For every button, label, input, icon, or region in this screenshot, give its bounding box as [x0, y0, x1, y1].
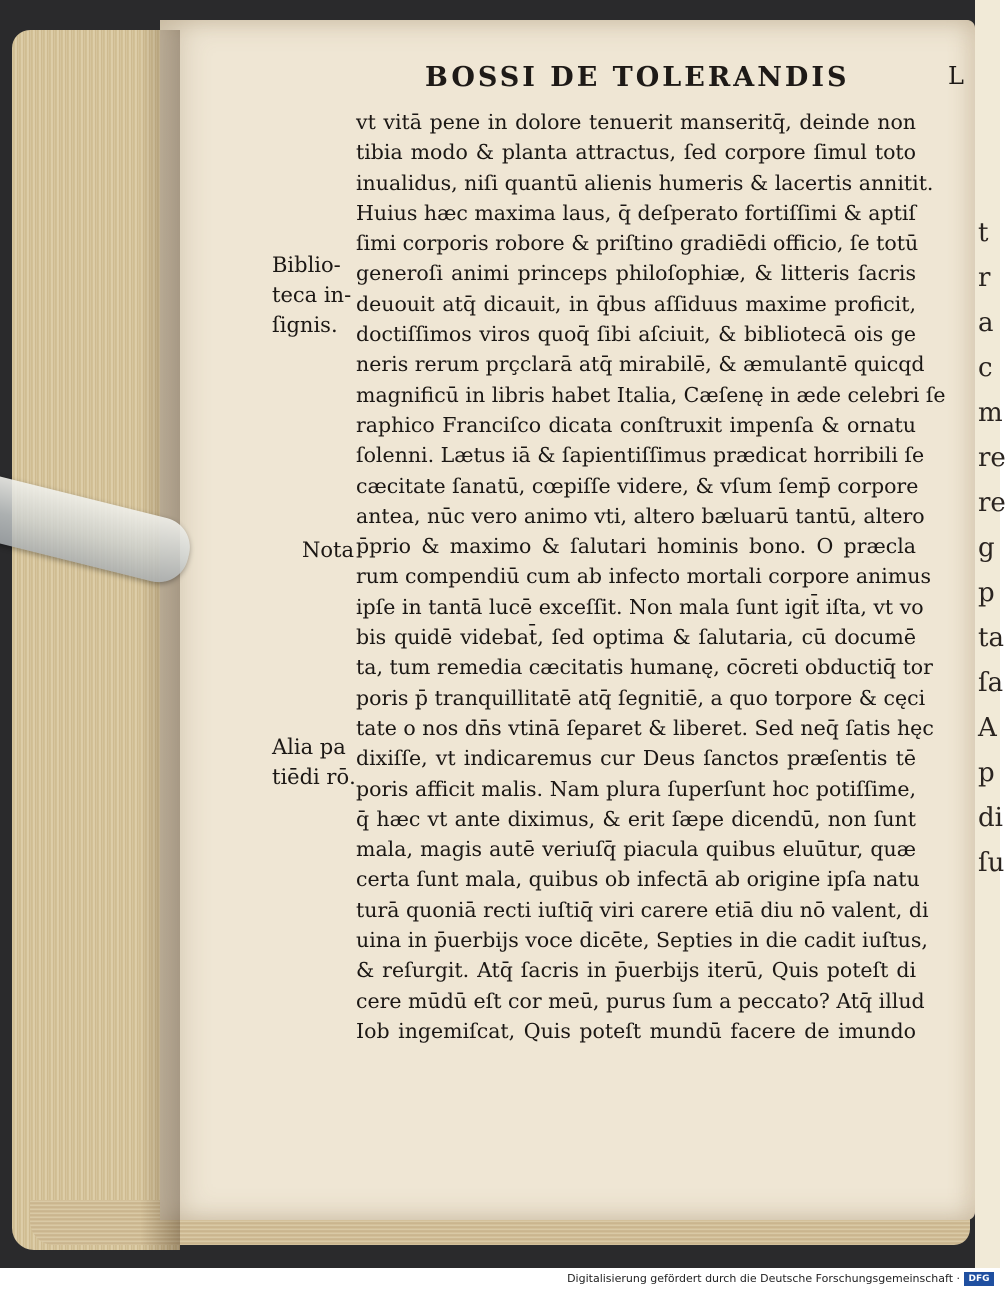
margin-note: [302, 535, 354, 565]
text-line: ipſe in tantā lucē exceſſit. Non mala ſunt igit̄ iſta, vt vo: [356, 594, 924, 619]
text-line: mala, magis autē veriuſq̄ piacula quibus eluūtur, quæ: [356, 837, 916, 862]
facing-page-letter: ſu: [978, 848, 1005, 878]
text-line: rum compendiū cum ab infecto mortali corpore animus: [356, 564, 931, 589]
text-line: inualidus, niſi quantū alienis humeris & lacertis annitit.: [356, 170, 934, 195]
margin-note: [272, 732, 356, 792]
footer-bar: [0, 1268, 1000, 1290]
facing-page-letter: t: [978, 218, 989, 248]
text-line: cæcitate ſanatū, cœpiſſe videre, & vſum ſemp̄ corpore: [356, 473, 919, 498]
facing-page-letter: A: [978, 713, 997, 743]
facing-page-letter: a: [978, 308, 994, 338]
facing-page-letter: ta: [978, 623, 1004, 653]
facing-page-letter: g: [978, 533, 995, 563]
facing-page-letter: m: [978, 398, 1003, 428]
facing-page-letter: c: [978, 353, 993, 383]
main-text-block: [356, 107, 946, 1046]
margin-note-line: Biblio-: [272, 253, 341, 277]
text-line: tibia modo & planta attractus, ſed corpore ſimul toto: [356, 140, 916, 165]
text-line: uina in p̄uerbijs voce dicēte, Septies in die cadit iuſtus,: [356, 928, 928, 953]
text-line: certa ſunt mala, quibus ob infectā ab origine ipſa natu: [356, 867, 920, 892]
text-line: ſimi corporis robore & priſtino gradiēdi officio, ſe totū: [356, 231, 919, 256]
dfg-logo-icon: DFG: [964, 1272, 994, 1286]
text-line: vt vitā pene in dolore tenuerit manseritq̄, deinde non: [356, 110, 916, 134]
digitization-credit: Digitalisierung gefördert durch die Deutsche Forschungsgemeinschaft ·: [567, 1272, 960, 1285]
text-line: generoſi animi princeps philoſophiæ, & litteris ſacris: [356, 261, 916, 286]
margin-note: [272, 250, 351, 340]
text-line: Iob ingemiſcat, Quis poteſt mundū facere de imundo: [356, 1018, 916, 1043]
text-line: cere mūdū eſt cor meū, purus ſum a peccato? Atq̄ illud: [356, 988, 925, 1013]
text-line: doctiſſimos viros quoq̄ ſibi aſciuit, & bibliotecā ois ge: [356, 322, 916, 347]
facing-page-letter: r: [978, 263, 991, 293]
margin-note-line: Alia pa: [272, 735, 346, 759]
text-line: poris afficit malis. Nam plura ſuperſunt hoc potiſſime,: [356, 776, 916, 801]
text-line: deuouit atq̄ dicauit, in q̄bus aſſiduus maxime proficit,: [356, 291, 916, 316]
spine-shadow: [140, 30, 180, 1250]
text-line: dixiſſe, vt indicaremus cur Deus ſanctos præſentis tē: [356, 746, 916, 771]
running-head-folio: L: [948, 62, 964, 90]
text-line: & reſurgit. Atq̄ ſacris in p̄uerbijs iterū, Quis poteſt di: [356, 958, 916, 983]
text-line: ta, tum remedia cæcitatis humanę, cōcreti obductiq̄ tor: [356, 655, 933, 680]
text-line: ſolenni. Lætus iā & ſapientiſſimus prædicat horribili ſe: [356, 443, 925, 468]
text-line: p̄prio & maximo & ſalutari hominis bono. O præcla: [356, 534, 916, 559]
running-head: BOSSI DE TOLERANDIS: [425, 62, 850, 93]
facing-page-letter: di: [978, 803, 1003, 833]
facing-page-letter: ſa: [978, 668, 1004, 698]
text-line: antea, nūc vero animo vti, altero bæluarū tantū, altero: [356, 503, 925, 528]
margin-note-line: ſignis.: [272, 313, 338, 337]
facing-page-letter: re: [978, 443, 1006, 473]
facing-page-letter: p: [978, 758, 995, 788]
margin-note-line: Nota: [302, 538, 354, 562]
text-line: turā quoniā recti iuſtiq̄ viri carere etiā diu nō valent, di: [356, 897, 929, 922]
margin-note-line: teca in-: [272, 283, 352, 307]
text-line: neris rerum prçclarā atq̄ mirabilē, & æmulantē quicqd: [356, 352, 925, 377]
text-line: q̄ hæc vt ante diximus, & erit ſæpe dicendū, non ſunt: [356, 806, 916, 831]
facing-page-letter: re: [978, 488, 1006, 518]
text-line: Huius hæc maxima laus, q̄ deſperato fortiſſimi & aptiſ: [356, 200, 916, 225]
text-line: poris p̄ tranquillitatē atq̄ ſegnitiē, a quo torpore & cęci: [356, 685, 926, 710]
text-line: magnificū in libris habet Italia, Cæſenę in æde celebri ſe: [356, 382, 946, 407]
text-line: raphico Franciſco dicata conſtruxit impenſa & ornatu: [356, 412, 916, 437]
margin-note-line: tiēdi rō.: [272, 765, 356, 789]
text-line: tate o nos dn̄s vtinā ſeparet & liberet. Sed neq̄ ſatis hęc: [356, 715, 934, 740]
text-line: bis quidē videbat̄, ſed optima & ſalutaria, cū documē: [356, 625, 916, 650]
facing-page-letter: p: [978, 578, 995, 608]
